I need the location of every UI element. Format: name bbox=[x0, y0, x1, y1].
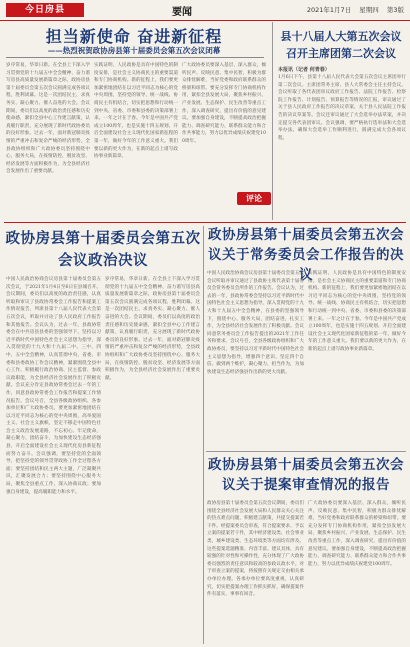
lead-divider bbox=[6, 57, 264, 58]
issue-meta bbox=[301, 5, 404, 14]
lead-body-col1: 岁序常易，华章日新。在全县上下深入学习贯彻党的十九届五中全会精神、奋力谱写房县高质量发展新篇章之际，政协房县第十届委员会第五次会议圆满完成各项议程，胜利闭幕。这是一次团结民主、求真务实、凝心聚力、催人奋进的大会。会议期间，委员们以高度的政治责任感和历史使命感，紧扣全县中心工作建言献策，认真履行职责，充分展现了新时代政协委员的良好形象。过去一年，面对新冠肺炎疫情的严重冲击和复杂严峻的经济形势，全县政协组织和广大政协委员坚持围绕中心、服务大局，在疫情防控、脱贫攻坚、经济发展等方面积极作为，为全县经济社会发展作出了重要贡献。 bbox=[6, 63, 90, 175]
brief-body: 1月6日下午，县第十八届人民代表大会第五次会议主席团举行第二次会议。主席团常务主席、县人大常委会主任主持会议。会议听取了各代表团审议政府工作报告、法院工作报告、检察院工作报告、计划报告、预算报告等情况的汇报，审议通过了关于县人民政府工作报告的决议草案、关于县人民法院工作报告的决议草案等。会议还审议通过了大会选举办法草案，并决定提交各代表团审议。会议强调，要严格执行选举法和大会选举办法，确保大会选举工作顺利进行，圆满完成大会各项议程。 bbox=[278, 75, 406, 141]
brief-headline: 县十八届人大第五次会议召开主席团第二次会议 bbox=[280, 30, 402, 60]
brief-byline: 本报讯（记者 何青春） bbox=[278, 67, 330, 73]
proposal-review-body-col1: 政协房县第十届委员会第五次会议期间，委员们围绕全县经济社会发展大局和人民群众关心关注的热点难点问题，积极建言献策，共提交提案若干件。经提案委员会审查，符合提案要求、予以立案的提案若干件，其中经济建设类、社会事业类、城乡建设类、生态环境类等方面均有涉及。这些提案选题精准、内容丰富、建议具体，具有较强的针对性和可操作性，充分体现了广大政协委员强烈的责任意识和较高的参政议政水平。对于审查立案的提案，将按照有关规定交由相关承办单位办理。各承办单位要高度重视，认真研究，切实把提案办理工作抓实抓好，确保提案件件有落实、事事有回音。 bbox=[207, 501, 304, 598]
newspaper-logo: 今日房县 bbox=[6, 3, 84, 17]
political-resolution-body-col2: 岁序常易，华章日新。在全县上下深入学习贯彻党的十九届五中全会精神、奋力谱写房县高质量发展新篇章之际，政协房县第十届委员会第五次会议圆满完成各项议程，胜利闭幕。这是一次团结民主、求真务实、凝心聚力、催人奋进的大会。会议期间，委员们以高度的政治责任感和历史使命感，紧扣全县中心工作建言献策，认真履行职责，充分展现了新时代政协委员的良好形象。过去一年，面对新冠肺炎疫情的严重冲击和复杂严峻的经济形势，全县政协组织和广大政协委员坚持围绕中心、服务大局，在疫情防控、脱贫攻坚、经济发展等方面积极作为，为全县经济社会发展作出了重要贡献。 bbox=[105, 277, 200, 381]
commentary-tag: 评论 bbox=[237, 192, 271, 205]
issue-date: 2021年1月7日 bbox=[306, 6, 352, 14]
political-resolution-headline: 政协房县第十届委员会第五次会议政治决议 bbox=[5, 230, 201, 269]
column-divider bbox=[203, 226, 204, 644]
lead-headline: 担当新使命 奋进新征程 bbox=[45, 27, 223, 46]
page-number: 第3版 bbox=[386, 6, 404, 14]
article-divider bbox=[206, 451, 406, 452]
lead-subheadline: ——热烈祝贺政协房县第十届委员会第五次会议闭幕 bbox=[47, 46, 221, 55]
masthead bbox=[0, 0, 410, 21]
political-resolution-body-col1: 中国人民政治协商会议房县第十届委员会第五次会议，于2021年1月4日至6日在县城召开。会议期间，委员们以高度的政治责任感，认真听取和审议了县政协常委会工作报告和提案工作情况报告，列席县第十八届人民代表大会第五次会议，听取并讨论了县人民政府工作报告和其他报告。会议认为，过去一年，县政协常委会在中共房县县委的坚强领导下，坚持以习近平新时代中国特色社会主义思想为指导，深入贯彻党的十九大和十九届二中、三中、四中、五中全会精神，认真贯彻中央、省委、市委和县委政协工作会议精神，紧紧围绕全县中心工作，积极履行政治协商、民主监督、参政议政职能，为全县经济社会发展作出了积极贡献。会议充分肯定县政协常委会过去一年的工作，同意县政协常委会工作报告和提案工作情况报告。会议号召，全县各级政协组织、各参加单位和广大政协委员，要更加紧密地团结在以习近平同志为核心的党中央周围，高举爱国主义、社会主义旗帜，坚定不移走中国特色社会主义政治发展道路，不忘初心、牢记使命，凝心聚力、团结奋斗，为加快建设生态经济强县、开启全面建设社会主义现代化房县新征程而努力奋斗。会议强调，要坚持党的全面领导，把坚持党的领导贯穿政协工作全过程各方面；要坚持团结和民主两大主题，广泛凝聚共识，汇聚发展合力；要坚持围绕中心服务大局，聚焦全县重点工作，深入协商议政；要加强自身建设，提高履职能力和水平。 bbox=[6, 277, 101, 495]
committee-report-body-col1: 中国人民政治协商会议房县第十届委员会第五次会议听取并审议通过了县政协主席代表第十届委员会常务委员会所作的工作报告。会议认为，过去的一年，县政协常委会坚持以习近平新时代中国特色社会主义思想为指导，深入贯彻党的十九大和十九届五中全会精神，在县委的坚强领导下，围绕中心、服务大局，团结奋进，扎实工作，为全县经济社会发展作出了积极贡献。会议同意常务委员会工作报告提出的2021年工作任务和要求。会议号召，全县各级政协组织和广大政协委员，要坚持以习近平新时代中国特色社会主义思想为指导，增强四个意识、坚定四个自信、做到两个维护，凝心聚力、担当作为，为加快建设生态经济强县作出新的更大贡献。 bbox=[207, 271, 304, 375]
section-divider bbox=[4, 222, 406, 223]
committee-report-resolution-headline: 政协房县第十届委员会第五次会议关于常务委员会工作报告的决议 bbox=[208, 227, 404, 283]
committee-report-body-col2: 实践证明，人民政协是具有中国特色的制度安排，是社会主义协商民主的重要渠道和专门协商机构。新的征程上，我们要更加紧密地团结在以习近平同志为核心的党中央周围，坚持党的领导、统一战线、协商民主有机结合，切实把思想和行动统一到中央、省委、市委和县委的决策部署上来。一年之计在于春。今年是中国共产党成立100周年，也是实施十四五规划、开启全面建设社会主义现代化国家新征程的第一年，做好今年的工作意义重大。我们要以新的更大作为，在新的起点上谱写政协事业新篇章。 bbox=[308, 271, 406, 352]
lead-body-col2: 实践证明，人民政协是具有中国特色的制度安排，是社会主义协商民主的重要渠道和专门协商机构。新的征程上，我们要更加紧密地团结在以习近平同志为核心的党中央周围，坚持党的领导、统一战线、协商民主有机结合，切实把思想和行动统一到中央、省委、市委和县委的决策部署上来。一年之计在于春。今年是中国共产党成立100周年，也是实施十四五规划、开启全面建设社会主义现代化国家新征程的第一年，做好今年的工作意义重大。我们要以新的更大作为，在新的起点上谱写政协事业新篇章。 bbox=[94, 63, 178, 160]
proposal-review-report-headline: 政协房县第十届委员会第五次会议关于提案审查情况的报告 bbox=[208, 457, 404, 493]
lead-body-col3: 广大政协委员要深入基层、深入群众，倾听民声、反映民意、集中民智，积极为群众排忧解难，当好党委和政府联系群众的桥梁和纽带。要充分发挥专门协商机构作用，紧扣全县发展大局，聚焦乡村振兴、产业发展、生态保护、民生改善等重点工作，深入调查研究，提出有价值的意见建议。要加强自身建设，不断提高政治把握能力、调查研究能力、联系群众能力和合作共事能力，努力以优异成绩庆祝建党100周年。 bbox=[182, 63, 266, 144]
column-divider bbox=[272, 22, 273, 220]
issue-weekday: 星期四 bbox=[359, 6, 379, 14]
section-name: 要闻 bbox=[172, 7, 192, 18]
proposal-review-body-col2: 广大政协委员要深入基层、深入群众，倾听民声、反映民意、集中民智，积极为群众排忧解难，当好党委和政府联系群众的桥梁和纽带。要充分发挥专门协商机构作用，紧扣全县发展大局，聚焦乡村振兴、产业发展、生态保护、民生改善等重点工作，深入调查研究，提出有价值的意见建议。要加强自身建设，不断提高政治把握能力、调查研究能力、联系群众能力和合作共事能力，努力以优异成绩庆祝建党100周年。 bbox=[308, 501, 406, 567]
